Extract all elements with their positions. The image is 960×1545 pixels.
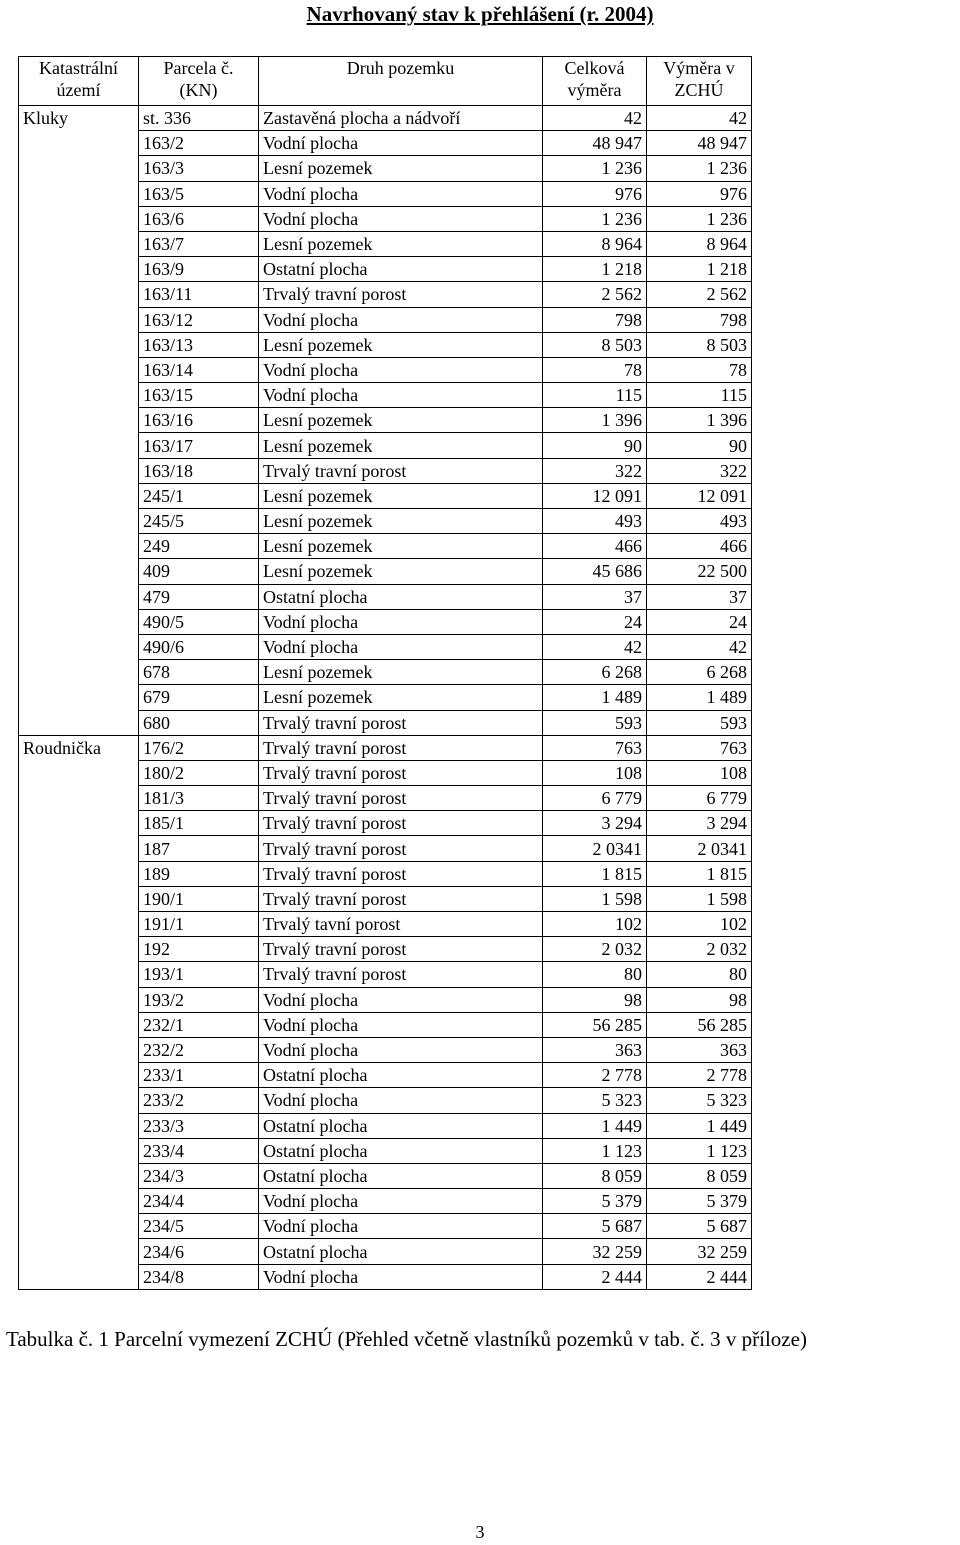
cell-zchu-area: 48 947 xyxy=(647,131,752,156)
cell-land-type: Trvalý tavní porost xyxy=(259,912,543,937)
cell-zchu-area: 42 xyxy=(647,106,752,131)
table-row xyxy=(19,660,752,685)
cell-land-type: Ostatní plocha xyxy=(259,1239,543,1264)
cell-cadastral-area xyxy=(19,1264,139,1289)
table-row xyxy=(19,987,752,1012)
cell-cadastral-area xyxy=(19,181,139,206)
cell-zchu-area: 1 396 xyxy=(647,408,752,433)
cell-zchu-area: 2 778 xyxy=(647,1063,752,1088)
cell-zchu-area: 3 294 xyxy=(647,811,752,836)
table-row xyxy=(19,1012,752,1037)
cell-cadastral-area xyxy=(19,357,139,382)
cell-cadastral-area xyxy=(19,131,139,156)
table-row xyxy=(19,383,752,408)
table-row xyxy=(19,609,752,634)
cell-cadastral-area xyxy=(19,206,139,231)
cell-parcel-number: 192 xyxy=(139,937,259,962)
cell-land-type: Vodní plocha xyxy=(259,1189,543,1214)
cell-land-type: Vodní plocha xyxy=(259,131,543,156)
cell-parcel-number: 163/15 xyxy=(139,383,259,408)
cell-cadastral-area xyxy=(19,1214,139,1239)
cell-land-type: Vodní plocha xyxy=(259,1037,543,1062)
cell-land-type: Ostatní plocha xyxy=(259,1063,543,1088)
cell-land-type: Lesní pozemek xyxy=(259,559,543,584)
cell-zchu-area: 2 0341 xyxy=(647,836,752,861)
cell-cadastral-area xyxy=(19,861,139,886)
cell-cadastral-area xyxy=(19,710,139,735)
cell-land-type: Lesní pozemek xyxy=(259,231,543,256)
table-row xyxy=(19,534,752,559)
cell-cadastral-area xyxy=(19,257,139,282)
cell-total-area: 48 947 xyxy=(543,131,647,156)
header-total-area: Celková výměra xyxy=(543,57,647,106)
cell-zchu-area: 90 xyxy=(647,433,752,458)
cell-parcel-number: 163/7 xyxy=(139,231,259,256)
cell-total-area: 8 059 xyxy=(543,1163,647,1188)
cell-zchu-area: 593 xyxy=(647,710,752,735)
cell-zchu-area: 1 123 xyxy=(647,1138,752,1163)
cell-zchu-area: 763 xyxy=(647,735,752,760)
table-header-row xyxy=(19,57,752,106)
table-row xyxy=(19,181,752,206)
cell-land-type: Lesní pozemek xyxy=(259,408,543,433)
cell-land-type: Trvalý travní porost xyxy=(259,282,543,307)
cell-parcel-number: 234/3 xyxy=(139,1163,259,1188)
parcel-table xyxy=(18,56,752,1290)
cell-parcel-number: 233/2 xyxy=(139,1088,259,1113)
cell-zchu-area: 8 964 xyxy=(647,231,752,256)
cell-land-type: Trvalý travní porost xyxy=(259,962,543,987)
cell-zchu-area: 115 xyxy=(647,383,752,408)
table-row xyxy=(19,786,752,811)
table-row xyxy=(19,458,752,483)
cell-cadastral-area xyxy=(19,937,139,962)
table-row xyxy=(19,1163,752,1188)
cell-total-area: 363 xyxy=(543,1037,647,1062)
cell-land-type: Lesní pozemek xyxy=(259,332,543,357)
cell-land-type: Trvalý travní porost xyxy=(259,937,543,962)
cell-total-area: 8 964 xyxy=(543,231,647,256)
cell-total-area: 593 xyxy=(543,710,647,735)
cell-cadastral-area xyxy=(19,609,139,634)
table-row xyxy=(19,332,752,357)
cell-land-type: Ostatní plocha xyxy=(259,584,543,609)
table-row xyxy=(19,408,752,433)
cell-zchu-area: 1 815 xyxy=(647,861,752,886)
cell-zchu-area: 1 449 xyxy=(647,1113,752,1138)
cell-parcel-number: 163/11 xyxy=(139,282,259,307)
cell-parcel-number: 234/6 xyxy=(139,1239,259,1264)
cell-parcel-number: 490/5 xyxy=(139,609,259,634)
table-row xyxy=(19,433,752,458)
cell-parcel-number: 163/17 xyxy=(139,433,259,458)
cell-land-type: Trvalý travní porost xyxy=(259,710,543,735)
cell-parcel-number: 193/1 xyxy=(139,962,259,987)
cell-land-type: Trvalý travní porost xyxy=(259,811,543,836)
table-row xyxy=(19,1264,752,1289)
cell-land-type: Ostatní plocha xyxy=(259,1163,543,1188)
cell-zchu-area: 976 xyxy=(647,181,752,206)
cell-zchu-area: 1 218 xyxy=(647,257,752,282)
cell-land-type: Vodní plocha xyxy=(259,383,543,408)
cell-total-area: 78 xyxy=(543,357,647,382)
cell-parcel-number: 189 xyxy=(139,861,259,886)
cell-land-type: Vodní plocha xyxy=(259,206,543,231)
cell-parcel-number: 163/5 xyxy=(139,181,259,206)
cell-zchu-area: 1 598 xyxy=(647,886,752,911)
cell-zchu-area: 6 779 xyxy=(647,786,752,811)
cell-parcel-number: 163/16 xyxy=(139,408,259,433)
cell-total-area: 763 xyxy=(543,735,647,760)
page-number: 3 xyxy=(475,1522,485,1542)
cell-total-area: 56 285 xyxy=(543,1012,647,1037)
cell-zchu-area: 493 xyxy=(647,509,752,534)
table-row xyxy=(19,912,752,937)
cell-land-type: Lesní pozemek xyxy=(259,534,543,559)
header-land-type: Druh pozemku xyxy=(259,57,543,106)
cell-parcel-number: 163/9 xyxy=(139,257,259,282)
cell-total-area: 37 xyxy=(543,584,647,609)
table-row xyxy=(19,206,752,231)
cell-cadastral-area xyxy=(19,1163,139,1188)
cell-zchu-area: 42 xyxy=(647,634,752,659)
cell-parcel-number: 234/4 xyxy=(139,1189,259,1214)
table-row xyxy=(19,634,752,659)
header-parcel-number: Parcela č. (KN) xyxy=(139,57,259,106)
cell-cadastral-area: Kluky xyxy=(19,106,139,131)
cell-total-area: 102 xyxy=(543,912,647,937)
cell-land-type: Lesní pozemek xyxy=(259,685,543,710)
cell-land-type: Zastavěná plocha a nádvoří xyxy=(259,106,543,131)
cell-parcel-number: 181/3 xyxy=(139,786,259,811)
table-row xyxy=(19,156,752,181)
cell-cadastral-area xyxy=(19,685,139,710)
table-row xyxy=(19,257,752,282)
table-row xyxy=(19,483,752,508)
cell-zchu-area: 2 562 xyxy=(647,282,752,307)
cell-zchu-area: 1 489 xyxy=(647,685,752,710)
cell-parcel-number: 680 xyxy=(139,710,259,735)
table-row xyxy=(19,1239,752,1264)
cell-cadastral-area xyxy=(19,584,139,609)
cell-cadastral-area xyxy=(19,1037,139,1062)
cell-parcel-number: 233/4 xyxy=(139,1138,259,1163)
cell-land-type: Lesní pozemek xyxy=(259,156,543,181)
table-row xyxy=(19,811,752,836)
table-row xyxy=(19,685,752,710)
cell-parcel-number: 190/1 xyxy=(139,886,259,911)
cell-parcel-number: 232/2 xyxy=(139,1037,259,1062)
cell-land-type: Lesní pozemek xyxy=(259,433,543,458)
table-row xyxy=(19,509,752,534)
cell-parcel-number: 163/12 xyxy=(139,307,259,332)
cell-zchu-area: 37 xyxy=(647,584,752,609)
cell-parcel-number: 249 xyxy=(139,534,259,559)
cell-zchu-area: 12 091 xyxy=(647,483,752,508)
cell-parcel-number: 233/3 xyxy=(139,1113,259,1138)
table-row xyxy=(19,735,752,760)
cell-zchu-area: 78 xyxy=(647,357,752,382)
cell-total-area: 24 xyxy=(543,609,647,634)
cell-total-area: 8 503 xyxy=(543,332,647,357)
cell-parcel-number: st. 336 xyxy=(139,106,259,131)
cell-parcel-number: 187 xyxy=(139,836,259,861)
cell-land-type: Trvalý travní porost xyxy=(259,836,543,861)
cell-total-area: 1 236 xyxy=(543,206,647,231)
cell-total-area: 322 xyxy=(543,458,647,483)
cell-parcel-number: 679 xyxy=(139,685,259,710)
table-row xyxy=(19,131,752,156)
table-body xyxy=(19,106,752,1290)
cell-cadastral-area xyxy=(19,509,139,534)
cell-total-area: 1 489 xyxy=(543,685,647,710)
cell-cadastral-area xyxy=(19,433,139,458)
table-row xyxy=(19,760,752,785)
cell-parcel-number: 163/14 xyxy=(139,357,259,382)
cell-cadastral-area xyxy=(19,836,139,861)
cell-land-type: Lesní pozemek xyxy=(259,509,543,534)
table-row xyxy=(19,710,752,735)
cell-total-area: 466 xyxy=(543,534,647,559)
cell-cadastral-area xyxy=(19,1138,139,1163)
cell-parcel-number: 176/2 xyxy=(139,735,259,760)
cell-cadastral-area xyxy=(19,1239,139,1264)
cell-zchu-area: 102 xyxy=(647,912,752,937)
cell-zchu-area: 8 059 xyxy=(647,1163,752,1188)
cell-zchu-area: 798 xyxy=(647,307,752,332)
table-row xyxy=(19,106,752,131)
cell-cadastral-area xyxy=(19,1012,139,1037)
cell-cadastral-area xyxy=(19,458,139,483)
cell-total-area: 5 323 xyxy=(543,1088,647,1113)
cell-cadastral-area xyxy=(19,1088,139,1113)
cell-zchu-area: 98 xyxy=(647,987,752,1012)
cell-cadastral-area: Roudnička xyxy=(19,735,139,760)
cell-cadastral-area xyxy=(19,282,139,307)
cell-total-area: 32 259 xyxy=(543,1239,647,1264)
cell-land-type: Lesní pozemek xyxy=(259,483,543,508)
cell-cadastral-area xyxy=(19,156,139,181)
cell-parcel-number: 490/6 xyxy=(139,634,259,659)
cell-parcel-number: 163/13 xyxy=(139,332,259,357)
cell-land-type: Vodní plocha xyxy=(259,609,543,634)
cell-cadastral-area xyxy=(19,962,139,987)
cell-parcel-number: 245/5 xyxy=(139,509,259,534)
cell-total-area: 798 xyxy=(543,307,647,332)
cell-zchu-area: 2 444 xyxy=(647,1264,752,1289)
cell-parcel-number: 163/2 xyxy=(139,131,259,156)
cell-cadastral-area xyxy=(19,408,139,433)
cell-land-type: Trvalý travní porost xyxy=(259,886,543,911)
header-zchu-area: Výměra v ZCHÚ xyxy=(647,57,752,106)
cell-total-area: 5 687 xyxy=(543,1214,647,1239)
cell-total-area: 1 123 xyxy=(543,1138,647,1163)
cell-cadastral-area xyxy=(19,1189,139,1214)
cell-total-area: 115 xyxy=(543,383,647,408)
cell-zchu-area: 22 500 xyxy=(647,559,752,584)
cell-zchu-area: 1 236 xyxy=(647,156,752,181)
cell-land-type: Vodní plocha xyxy=(259,987,543,1012)
cell-land-type: Vodní plocha xyxy=(259,307,543,332)
table-row xyxy=(19,836,752,861)
cell-parcel-number: 191/1 xyxy=(139,912,259,937)
cell-cadastral-area xyxy=(19,1063,139,1088)
cell-parcel-number: 409 xyxy=(139,559,259,584)
table-row xyxy=(19,307,752,332)
cell-total-area: 2 032 xyxy=(543,937,647,962)
cell-zchu-area: 466 xyxy=(647,534,752,559)
cell-land-type: Vodní plocha xyxy=(259,357,543,382)
cell-total-area: 5 379 xyxy=(543,1189,647,1214)
cell-land-type: Ostatní plocha xyxy=(259,257,543,282)
cell-zchu-area: 24 xyxy=(647,609,752,634)
cell-land-type: Trvalý travní porost xyxy=(259,458,543,483)
cell-total-area: 6 268 xyxy=(543,660,647,685)
table-row xyxy=(19,962,752,987)
cell-cadastral-area xyxy=(19,786,139,811)
cell-parcel-number: 163/6 xyxy=(139,206,259,231)
table-row xyxy=(19,1088,752,1113)
cell-total-area: 80 xyxy=(543,962,647,987)
cell-cadastral-area xyxy=(19,307,139,332)
table-row xyxy=(19,584,752,609)
page-title: Navrhovaný stav k přehlášení (r. 2004) xyxy=(306,2,654,26)
cell-land-type: Vodní plocha xyxy=(259,634,543,659)
cell-total-area: 1 218 xyxy=(543,257,647,282)
cell-zchu-area: 363 xyxy=(647,1037,752,1062)
cell-parcel-number: 180/2 xyxy=(139,760,259,785)
cell-land-type: Vodní plocha xyxy=(259,1012,543,1037)
header-cadastral-area: Katastrální území xyxy=(19,57,139,106)
cell-cadastral-area xyxy=(19,483,139,508)
cell-zchu-area: 2 032 xyxy=(647,937,752,962)
table-row xyxy=(19,861,752,886)
cell-parcel-number: 193/2 xyxy=(139,987,259,1012)
cell-zchu-area: 32 259 xyxy=(647,1239,752,1264)
cell-parcel-number: 234/8 xyxy=(139,1264,259,1289)
cell-cadastral-area xyxy=(19,534,139,559)
cell-total-area: 42 xyxy=(543,106,647,131)
cell-cadastral-area xyxy=(19,886,139,911)
table-row xyxy=(19,1037,752,1062)
cell-total-area: 1 815 xyxy=(543,861,647,886)
cell-total-area: 90 xyxy=(543,433,647,458)
cell-total-area: 2 444 xyxy=(543,1264,647,1289)
cell-land-type: Trvalý travní porost xyxy=(259,786,543,811)
cell-cadastral-area xyxy=(19,231,139,256)
cell-land-type: Trvalý travní porost xyxy=(259,861,543,886)
cell-total-area: 2 562 xyxy=(543,282,647,307)
table-row xyxy=(19,1189,752,1214)
table-row xyxy=(19,1138,752,1163)
cell-parcel-number: 234/5 xyxy=(139,1214,259,1239)
cell-parcel-number: 163/18 xyxy=(139,458,259,483)
cell-zchu-area: 56 285 xyxy=(647,1012,752,1037)
cell-zchu-area: 5 379 xyxy=(647,1189,752,1214)
cell-cadastral-area xyxy=(19,660,139,685)
cell-zchu-area: 5 323 xyxy=(647,1088,752,1113)
table-row xyxy=(19,357,752,382)
cell-total-area: 108 xyxy=(543,760,647,785)
cell-total-area: 2 0341 xyxy=(543,836,647,861)
cell-land-type: Vodní plocha xyxy=(259,1264,543,1289)
cell-land-type: Trvalý travní porost xyxy=(259,735,543,760)
cell-total-area: 1 598 xyxy=(543,886,647,911)
cell-total-area: 2 778 xyxy=(543,1063,647,1088)
table-row xyxy=(19,886,752,911)
cell-land-type: Ostatní plocha xyxy=(259,1113,543,1138)
cell-cadastral-area xyxy=(19,987,139,1012)
cell-cadastral-area xyxy=(19,559,139,584)
cell-zchu-area: 322 xyxy=(647,458,752,483)
cell-zchu-area: 1 236 xyxy=(647,206,752,231)
cell-total-area: 42 xyxy=(543,634,647,659)
cell-cadastral-area xyxy=(19,383,139,408)
cell-cadastral-area xyxy=(19,1113,139,1138)
cell-parcel-number: 185/1 xyxy=(139,811,259,836)
cell-cadastral-area xyxy=(19,912,139,937)
cell-land-type: Vodní plocha xyxy=(259,1214,543,1239)
table-row xyxy=(19,231,752,256)
table-row xyxy=(19,282,752,307)
table-row xyxy=(19,1113,752,1138)
table-row xyxy=(19,937,752,962)
cell-zchu-area: 5 687 xyxy=(647,1214,752,1239)
cell-total-area: 1 236 xyxy=(543,156,647,181)
cell-zchu-area: 80 xyxy=(647,962,752,987)
cell-total-area: 45 686 xyxy=(543,559,647,584)
table-caption: Tabulka č. 1 Parcelní vymezení ZCHÚ (Přehled včetně vlastníků pozemků v tab. č. 3 v příloze) xyxy=(6,1327,807,1351)
cell-cadastral-area xyxy=(19,634,139,659)
cell-land-type: Lesní pozemek xyxy=(259,660,543,685)
cell-land-type: Vodní plocha xyxy=(259,1088,543,1113)
cell-total-area: 1 449 xyxy=(543,1113,647,1138)
cell-zchu-area: 6 268 xyxy=(647,660,752,685)
cell-cadastral-area xyxy=(19,332,139,357)
cell-total-area: 1 396 xyxy=(543,408,647,433)
table-row xyxy=(19,1063,752,1088)
cell-parcel-number: 233/1 xyxy=(139,1063,259,1088)
cell-total-area: 3 294 xyxy=(543,811,647,836)
cell-total-area: 12 091 xyxy=(543,483,647,508)
cell-parcel-number: 232/1 xyxy=(139,1012,259,1037)
cell-land-type: Ostatní plocha xyxy=(259,1138,543,1163)
cell-land-type: Vodní plocha xyxy=(259,181,543,206)
cell-parcel-number: 678 xyxy=(139,660,259,685)
cell-parcel-number: 479 xyxy=(139,584,259,609)
cell-total-area: 976 xyxy=(543,181,647,206)
cell-total-area: 98 xyxy=(543,987,647,1012)
cell-total-area: 6 779 xyxy=(543,786,647,811)
cell-zchu-area: 108 xyxy=(647,760,752,785)
table-row xyxy=(19,1214,752,1239)
cell-parcel-number: 245/1 xyxy=(139,483,259,508)
cell-zchu-area: 8 503 xyxy=(647,332,752,357)
cell-total-area: 493 xyxy=(543,509,647,534)
cell-land-type: Trvalý travní porost xyxy=(259,760,543,785)
cell-parcel-number: 163/3 xyxy=(139,156,259,181)
cell-cadastral-area xyxy=(19,760,139,785)
table-row xyxy=(19,559,752,584)
cell-cadastral-area xyxy=(19,811,139,836)
